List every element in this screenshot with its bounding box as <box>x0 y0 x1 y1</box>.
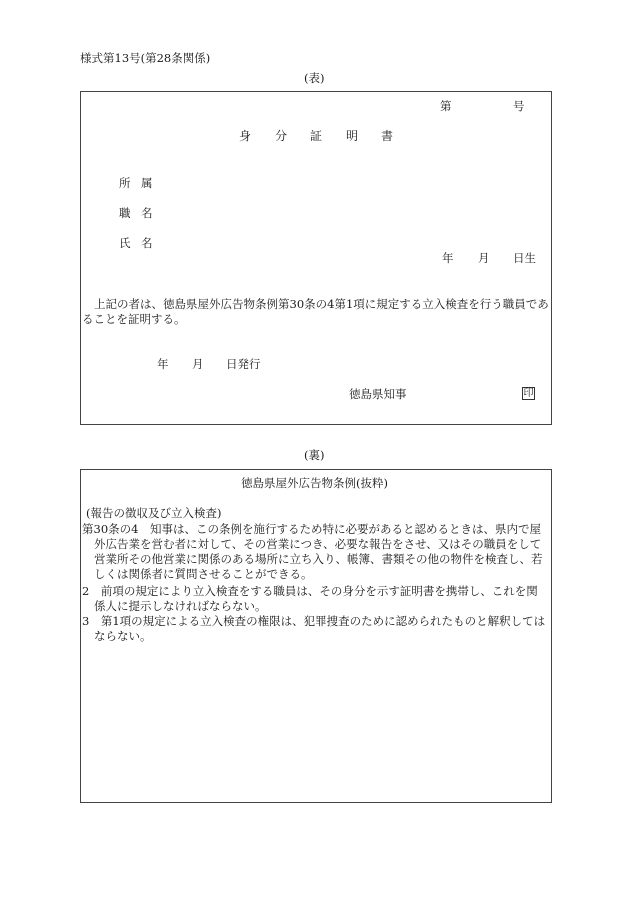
issue-month: 月 <box>192 357 204 371</box>
issue-year: 年 <box>157 357 169 371</box>
title-char-3: 証 <box>310 129 323 143</box>
issuer-name: 徳島県知事 <box>349 387 407 401</box>
title-char-5: 書 <box>381 129 394 143</box>
title-char-2: 分 <box>275 129 288 143</box>
paragraph-2-line-2: 係人に提示しなければならない。 <box>94 599 267 613</box>
back-title: 徳島県屋外広告物条例(抜粋) <box>241 476 388 490</box>
field-position-char-1: 職 <box>119 206 131 220</box>
card-number-go: 号 <box>513 99 525 113</box>
paragraph-3-line-1: 3 第1項の規定による立入検査の権限は、犯罪捜査のために認められたものと解釈しては <box>82 614 546 628</box>
paragraph-2-line-1: 2 前項の規定により立入検査をする職員は、その身分を示す証明書を携帯し、これを関 <box>82 584 538 598</box>
birth-month: 月 <box>478 251 490 265</box>
back-side-label: (裏) <box>304 448 325 462</box>
front-side-label: (表) <box>304 71 325 85</box>
field-affiliation-char-1: 所 <box>119 176 131 190</box>
article-line-3: 営業所その他営業に関係のある場所に立ち入り、帳簿、書類その他の物件を検査し、若 <box>94 552 543 566</box>
certification-line-1: 上記の者は、徳島県屋外広告物条例第30条の4第1項に規定する立入検査を行う職員であ <box>94 297 549 311</box>
certification-line-2: ることを証明する。 <box>82 312 186 326</box>
title-char-1: 身 <box>239 129 252 143</box>
birth-day: 日生 <box>513 251 536 265</box>
field-affiliation-char-2: 属 <box>141 176 153 190</box>
article-line-2: 外広告業を営む者に対して、その営業につき、必要な報告をさせ、又はその職員をして <box>94 537 542 551</box>
issue-day: 日発行 <box>226 357 261 371</box>
card-number-dai: 第 <box>440 99 452 113</box>
title-char-4: 明 <box>346 129 359 143</box>
seal-stamp-box: 印 <box>523 388 534 399</box>
field-name-char-1: 氏 <box>119 236 131 250</box>
form-number-header: 様式第13号(第28条関係) <box>80 51 211 65</box>
article-line-4: しくは関係者に質問させることができる。 <box>94 567 313 581</box>
birth-year: 年 <box>442 251 454 265</box>
field-name-char-2: 名 <box>141 236 153 250</box>
article-line-1: 第30条の4 知事は、この条例を施行するため特に必要があると認めるときは、県内で屋 <box>82 522 541 536</box>
field-position-char-2: 名 <box>141 206 153 220</box>
article-heading: (報告の徴収及び立入検査) <box>86 506 222 520</box>
paragraph-3-line-2: ならない。 <box>94 629 152 643</box>
